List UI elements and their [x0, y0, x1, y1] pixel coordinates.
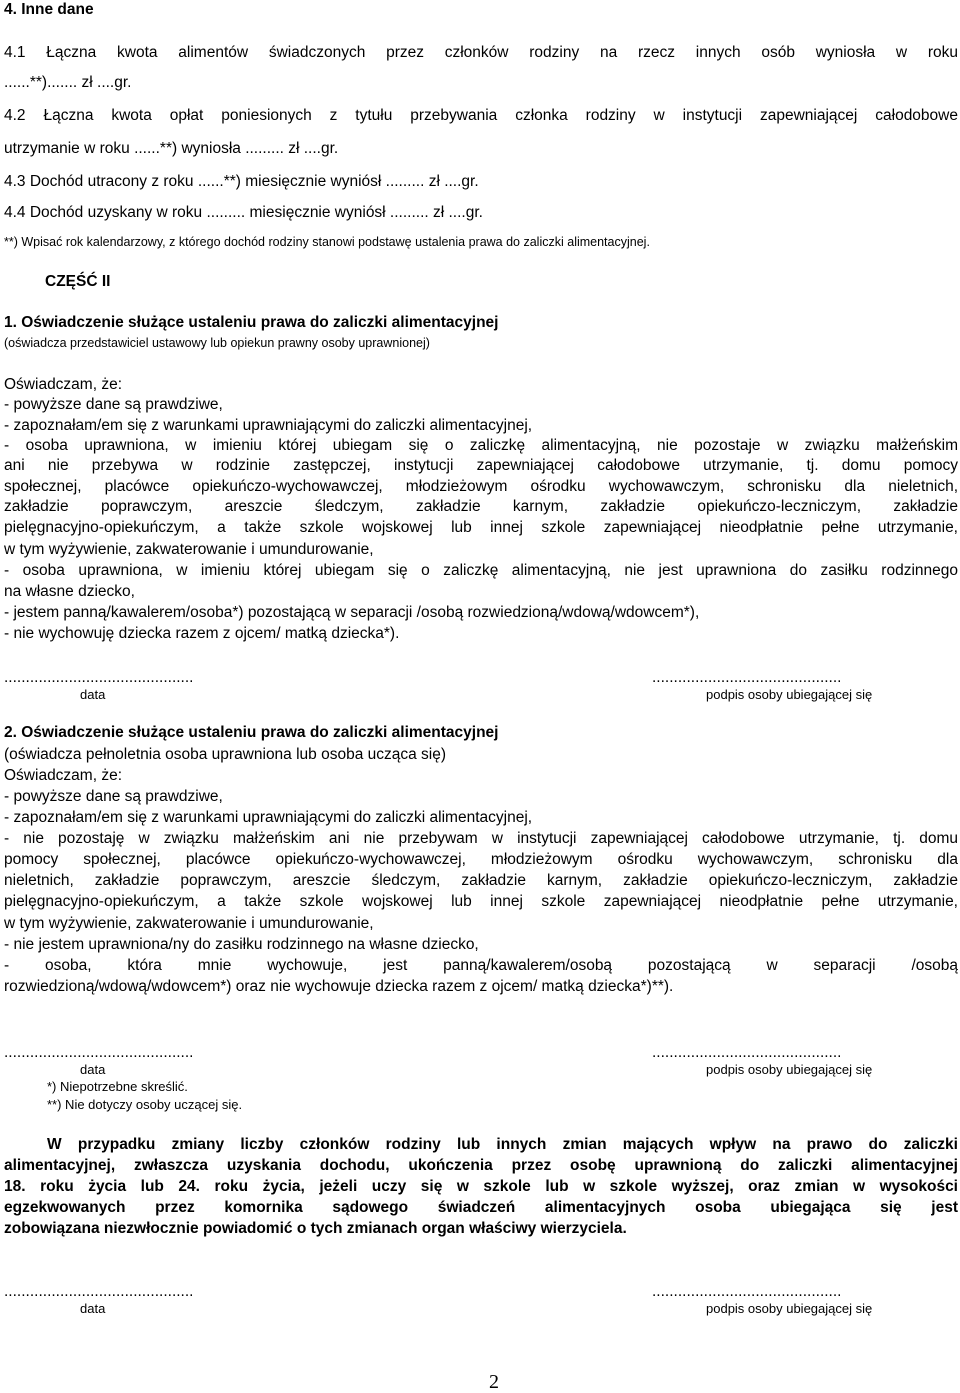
declaration-2-title: 2. Oświadczenie służące ustaleniu prawa do zaliczki alimentacyjnej — [4, 724, 499, 741]
declaration-1-line: zakładzie poprawczym, areszcie śledczym, zakładzie karnym, zakładzie opiekuńczo-leczniczym, zakładzie — [4, 498, 958, 515]
declaration-2-intro: Oświadczam, że: — [4, 767, 123, 784]
declaration-2-line: - powyższe dane są prawdziwe, — [4, 788, 223, 805]
page-number: 2 — [489, 1371, 499, 1393]
declaration-1-line: - jestem panną/kawalerem/osoba*) pozostającą w separacji /osobą rozwiedzioną/wdową/wdowcem*), — [4, 604, 700, 621]
footnote-student: **) Nie dotyczy osoby uczącej się. — [47, 1097, 243, 1112]
signature-date-dots: ............................................ — [4, 1044, 194, 1061]
signature-date-dots: ............................................ — [4, 1283, 194, 1300]
notice-line: W przypadku zmiany liczby członków rodziny lub innych zmian mających wpływ na prawo do zaliczki — [47, 1136, 958, 1153]
declaration-1-line: na własne dziecko, — [4, 583, 135, 600]
declaration-1-line: - osoba uprawniona, w imieniu której ubiegam się o zaliczkę alimentacyjną, nie pozostaje w związku małżeńskim — [4, 437, 958, 454]
declaration-1-line: - zapoznałam/em się z warunkami uprawniającymi do zaliczki alimentacyjnej, — [4, 417, 533, 434]
signature-date-dots: ............................................ — [4, 669, 194, 686]
declaration-2-line: - zapoznałam/em się z warunkami uprawniającymi do zaliczki alimentacyjnej, — [4, 809, 533, 826]
declaration-2-line: pielęgnacyjno-opiekuńczym, a także szkole wojskowej lub innej szkole zapewniającej nieodpłatnie pełne utrzymanie, — [4, 893, 958, 910]
line-4-1: 4.1 Łączna kwota alimentów świadczonych przez członków rodziny na rzecz innych osób wyniosła w roku — [4, 44, 958, 61]
declaration-2-line: - nie jestem uprawniona/ny do zasiłku rodzinnego na własne dziecko, — [4, 936, 479, 953]
line-4-2-cont: utrzymanie w roku ......**) wyniosła ......... zł ....gr. — [4, 140, 339, 157]
footnote-strike: *) Niepotrzebne skreślić. — [47, 1079, 188, 1094]
declaration-1-line: w tym wyżywienie, zakwaterowanie i umundurowanie, — [4, 541, 374, 558]
part-heading: CZĘŚĆ II — [45, 273, 111, 290]
declaration-2-subtitle: (oświadcza pełnoletnia osoba uprawniona lub osoba ucząca się) — [4, 746, 447, 763]
signature-sign-label: podpis osoby ubiegającej się — [706, 1062, 873, 1077]
declaration-1-line: ani nie przebywa w rodzinie zastępczej, instytucji zapewniającej całodobowe utrzymanie, tj. domu pomocy — [4, 457, 958, 474]
declaration-1-intro: Oświadczam, że: — [4, 376, 123, 393]
notice-line: alimentacyjnej, zwłaszcza uzyskania dochodu, ukończenia przez osobę uprawnioną do zaliczki alimentacyjnej — [4, 1157, 958, 1174]
line-4-4: 4.4 Dochód uzyskany w roku ......... miesięcznie wyniósł ......... zł ....gr. — [4, 204, 483, 221]
declaration-2-line: pomocy społecznej, placówce opiekuńczo-wychowawczej, młodzieżowym ośrodku wychowawczym, schronisku dla — [4, 851, 958, 868]
signature-date-label: data — [80, 687, 106, 702]
notice-line: zobowiązana niezwłocznie powiadomić o tych zmianach organ właściwy wierzyciela. — [4, 1220, 627, 1237]
signature-sign-dots: ............................................ — [652, 1044, 842, 1061]
line-4-1-cont: ......**)....... zł ....gr. — [4, 74, 132, 91]
declaration-2-line: rozwiedzioną/wdową/wdowcem*) oraz nie wychowuje dziecka razem z ojcem/ matką dziecka*)**). — [4, 978, 674, 995]
declaration-1-line: - osoba uprawniona, w imieniu której ubiegam się o zaliczkę alimentacyjną, nie jest uprawniona do zasiłku rodzinnego — [4, 562, 958, 579]
declaration-2-line: - osoba, która mnie wychowuje, jest panną/kawalerem/osobą pozostającą w separacji /osobą — [4, 957, 958, 974]
declaration-1-line: - nie wychowuję dziecka razem z ojcem/ matką dziecka*). — [4, 625, 400, 642]
notice-line: egzekwowanych przez komornika sądowego świadczeń alimentacyjnych osoba ubiegająca się jest — [4, 1199, 958, 1216]
signature-sign-label: podpis osoby ubiegającej się — [706, 687, 873, 702]
declaration-2-line: w tym wyżywienie, zakwaterowanie i umundurowanie, — [4, 915, 374, 932]
declaration-1-line: - powyższe dane są prawdziwe, — [4, 396, 223, 413]
line-4-2: 4.2 Łączna kwota opłat poniesionych z tytułu przebywania członka rodziny w instytucji zapewniającej całodobowe — [4, 107, 958, 124]
signature-date-label: data — [80, 1301, 106, 1316]
declaration-2-line: nieletnich, zakładzie poprawczym, areszcie śledczym, zakładzie karnym, zakładzie opiekuńczo-leczniczym, zakładzie — [4, 872, 958, 889]
declaration-2-line: - nie pozostaję w związku małżeńskim ani nie przebywam w instytucji zapewniającej całodobowe utrzymanie, tj. domu — [4, 830, 958, 847]
declaration-1-title: 1. Oświadczenie służące ustaleniu prawa do zaliczki alimentacyjnej — [4, 314, 499, 331]
declaration-1-line: społecznej, placówce opiekuńczo-wychowawczej, młodzieżowym ośrodku wychowawczym, schronisku dla nieletnich, — [4, 478, 958, 495]
declaration-1-subtitle: (oświadcza przedstawiciel ustawowy lub opiekun prawny osoby uprawnionej) — [4, 336, 430, 350]
section-heading: 4. Inne dane — [4, 1, 94, 18]
signature-date-label: data — [80, 1062, 106, 1077]
signature-sign-label: podpis osoby ubiegającej się — [706, 1301, 873, 1316]
declaration-1-line: pielęgnacyjno-opiekuńczym, a także szkole wojskowej lub innej szkole zapewniającej nieodpłatnie pełne utrzymanie, — [4, 519, 958, 536]
signature-sign-dots: ............................................ — [652, 1283, 842, 1300]
notice-line: 18. roku życia lub 24. roku życia, jeżeli uczy się w szkole lub w szkole wyższej, oraz zmian w wysokości — [4, 1178, 958, 1195]
footnote-year: **) Wpisać rok kalendarzowy, z którego dochód rodziny stanowi podstawę ustalenia prawa do zaliczki alimentacyjnej. — [4, 235, 650, 249]
signature-sign-dots: ............................................ — [652, 669, 842, 686]
line-4-3: 4.3 Dochód utracony z roku ......**) miesięcznie wyniósł ......... zł ....gr. — [4, 173, 479, 190]
